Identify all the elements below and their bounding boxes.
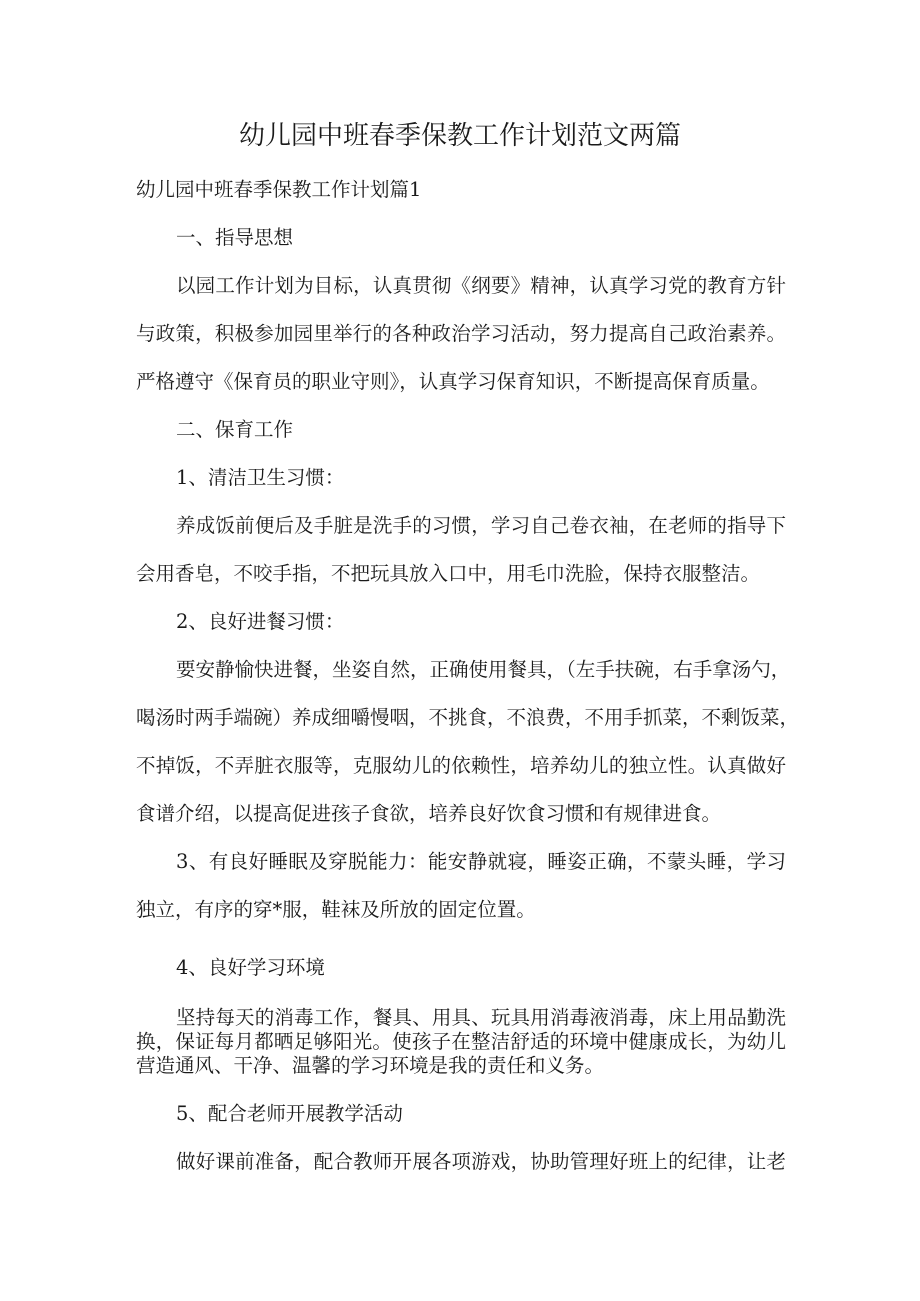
section-heading-care-work: 二、保育工作: [176, 418, 294, 441]
paragraph-line: 营造通风、干净、温馨的学习环境是我的责任和义务。: [136, 1054, 605, 1077]
paragraph-line: 以园工作计划为目标，认真贯彻《纲要》精神，认真学习党的教育方针: [176, 274, 786, 297]
item-heading-dining: 2、良好进餐习惯：: [176, 610, 345, 633]
item-heading-teaching: 5、配合老师开展教学活动: [176, 1102, 403, 1125]
paragraph-line: 独立，有序的穿*服，鞋袜及所放的固定位置。: [136, 898, 536, 921]
paragraph-line: 食谱介绍，以提高促进孩子食欲，培养良好饮食习惯和有规律进食。: [136, 802, 722, 825]
section-heading-guiding-ideology: 一、指导思想: [176, 226, 294, 249]
article-subtitle: 幼儿园中班春季保教工作计划篇1: [136, 178, 422, 201]
paragraph-line: 养成饭前便后及手脏是洗手的习惯，学习自己卷衣袖，在老师的指导下: [176, 514, 786, 537]
item-heading-hygiene: 1、清洁卫生习惯：: [176, 466, 345, 489]
item-heading-environment: 4、良好学习环境: [176, 956, 325, 979]
paragraph-line: 3、有良好睡眠及穿脱能力：能安静就寝，睡姿正确，不蒙头睡，学习: [176, 850, 786, 873]
paragraph-line: 会用香皂，不咬手指，不把玩具放入口中，用毛巾洗脸，保持衣服整洁。: [136, 562, 761, 585]
paragraph-line: 换，保证每月都晒足够阳光。使孩子在整洁舒适的环境中健康成长，为幼儿: [136, 1030, 786, 1053]
paragraph-line: 严格遵守《保育员的职业守则》，认真学习保育知识，不断提高保育质量。: [136, 370, 770, 393]
paragraph-line: 做好课前准备，配合教师开展各项游戏，协助管理好班上的纪律，让老: [176, 1150, 786, 1173]
paragraph-line: 喝汤时两手端碗）养成细嚼慢咽，不挑食，不浪费，不用手抓菜，不剩饭菜，: [136, 706, 800, 729]
paragraph-line: 要安静愉快进餐，坐姿自然，正确使用餐具，（左手扶碗，右手拿汤勺，: [176, 658, 791, 681]
paragraph-line: 不掉饭，不弄脏衣服等，克服幼儿的依赖性，培养幼儿的独立性。认真做好: [136, 754, 786, 777]
paragraph-line: 坚持每天的消毒工作，餐具、用具、玩具用消毒液消毒，床上用品勤洗: [176, 1006, 786, 1029]
document-title: 幼儿园中班春季保教工作计划范文两篇: [238, 121, 681, 151]
paragraph-line: 与政策，积极参加园里举行的各种政治学习活动，努力提高自己政治素养。: [136, 322, 786, 345]
